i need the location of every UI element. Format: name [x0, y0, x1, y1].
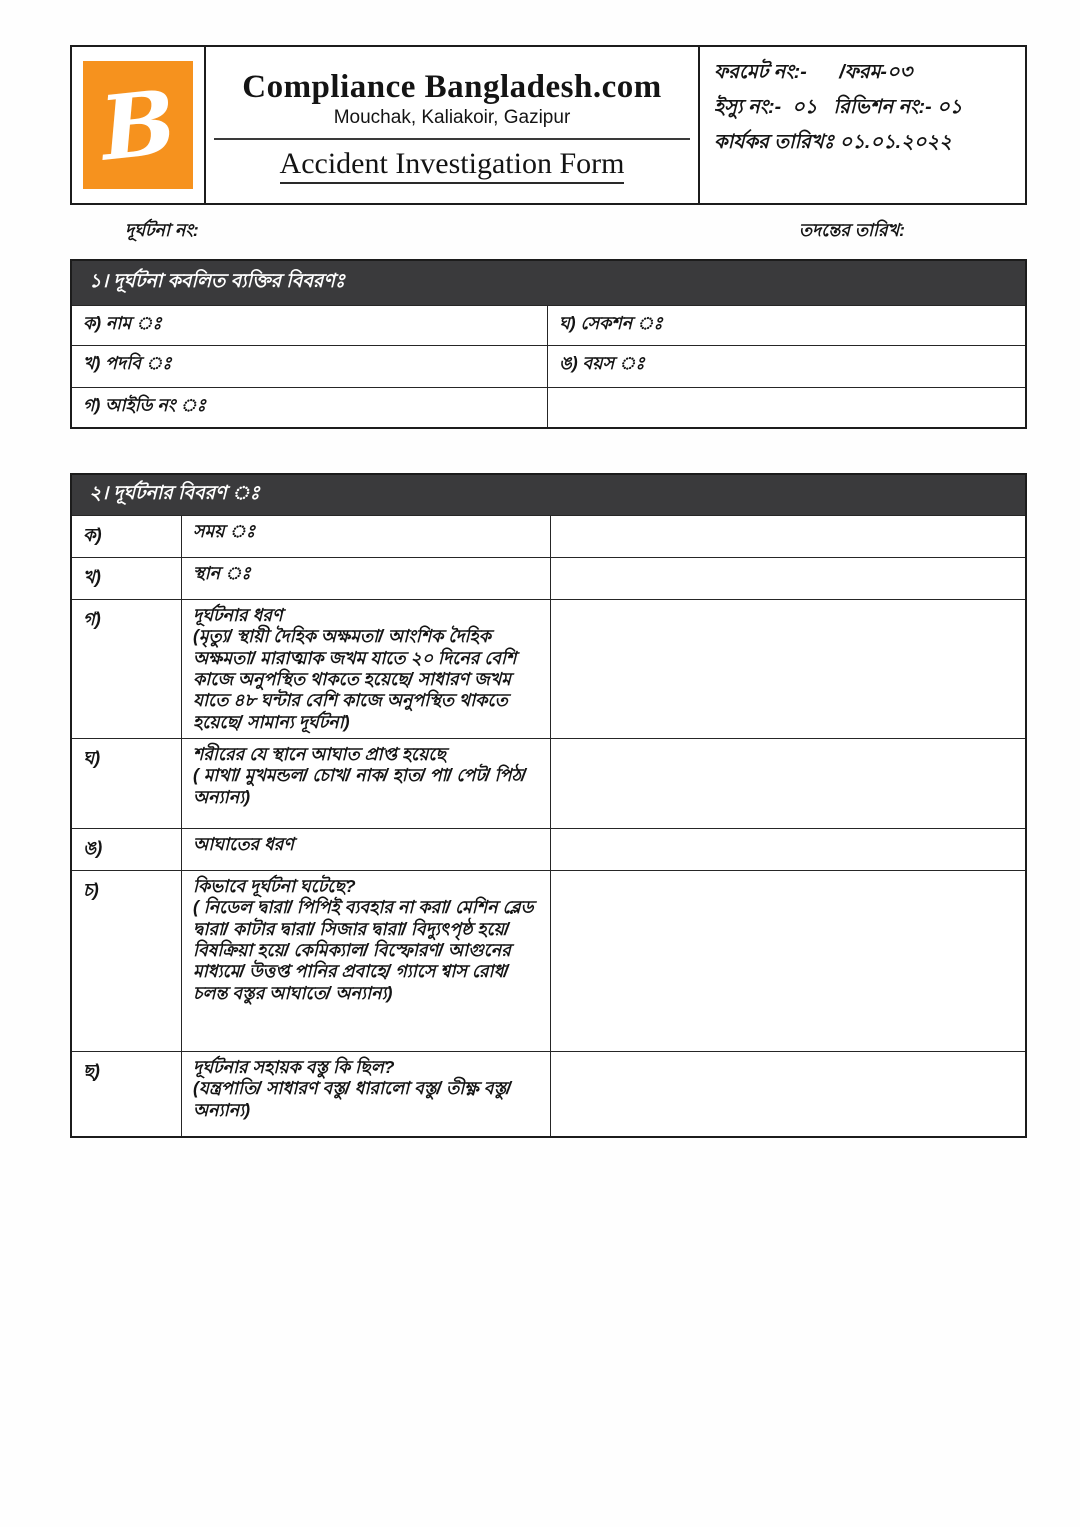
issue-revision-no: ইস্যু নং:- ০১ রিভিশন নং:- ০১ [714, 96, 963, 119]
field-accident-type [182, 600, 551, 738]
field-label: আঘাতের ধরণ [193, 834, 294, 855]
table-row [72, 387, 1025, 427]
table-row [72, 515, 1025, 557]
field-label: কিভাবে দূর্ঘটনা ঘটেছে? [193, 876, 356, 897]
section-1-victim-details [70, 259, 1027, 429]
form-header [70, 45, 1027, 205]
field-options: (মৃত্যু/ স্থায়ী দৈহিক অক্ষমতা/ আংশিক দৈহিক অক্ষমতা/ মারাত্মাক জখম যাতে ২০ দিনের বেশি কাজে অনুপস্থিত থাকতে হয়েছে/ সাধারণ জখম যাতে ৪৮ ঘন্টার বেশি কাজে অনুপস্থিত থাকতে হয়েছে/ সামান্য দূর্ঘটনা) [193, 626, 517, 732]
answer-cell [551, 829, 1025, 870]
company-logo [83, 61, 193, 189]
row-key: চ) [72, 871, 182, 1051]
table-row [72, 870, 1025, 1051]
field-section-label: ঘ) সেকশন ঃ [559, 313, 663, 333]
row-key: খ) [72, 558, 182, 599]
field-name-label: ক) নাম ঃ [72, 306, 548, 345]
answer-cell [551, 1052, 1025, 1136]
effective-date: কার্যকর তারিখঃ ০১.০১.২০২২ [714, 131, 952, 154]
field-designation-label: খ) পদবি ঃ [72, 346, 548, 387]
accident-no-label: দূর্ঘটনা নং: [125, 219, 199, 240]
row-key: ঘ) [72, 739, 182, 828]
answer-cell [551, 739, 1025, 828]
title-cell [206, 47, 700, 203]
field-options: ( নিডেল দ্বারা/ পিপিই ব্যবহার না করা/ মেশিন ব্লেড দ্বারা/ কাটার দ্বারা/ সিজার দ্বারা/ বিদ্যুৎপৃষ্ঠ হয়ে/ বিষক্রিয়া হয়ে/ কেমিক্যাল/ বিস্ফোরণ/ আগুনের মাধ্যমে/ উত্তপ্ত পানির প্রবাহে/ গ্যাসে শ্বাস রোধ/ চলন্ত বস্তুর আঘাতে/ অন্যান্য) [193, 897, 534, 1003]
field-label: শরীরের যে স্থানে আঘাত প্রাপ্ত হয়েছে [193, 744, 447, 765]
field-options: (যন্ত্রপাতি/ সাধারণ বস্তু/ ধারালো বস্তু/ তীক্ষ্ণ বস্তু/ অন্যান্য) [193, 1078, 511, 1120]
field-how-accident-happened [182, 871, 551, 1051]
document-meta-cell [700, 47, 1025, 203]
row-key: ঙ) [72, 829, 182, 870]
format-no: ফরমেট নং:- /ফরম-০৩ [714, 61, 913, 83]
field-label: দূর্ঘটনার সহায়ক বস্তু কি ছিল? [193, 1057, 395, 1078]
field-time-label [182, 516, 551, 557]
field-age-label: ঙ) বয়স ঃ [559, 353, 645, 373]
investigation-date-label: তদন্তের তারিখ: [798, 219, 905, 240]
table-row [72, 1051, 1025, 1136]
field-label: স্থান ঃ [193, 563, 251, 583]
row-key: ক) [72, 516, 182, 557]
table-row [72, 738, 1025, 828]
field-label: সময় ঃ [193, 521, 256, 541]
form-content [70, 45, 1027, 1138]
field-injury-type [182, 829, 551, 870]
table-row [72, 828, 1025, 870]
answer-cell [548, 388, 1025, 427]
answer-cell [551, 600, 1025, 738]
logo-cell [72, 47, 206, 203]
row-key: ছ) [72, 1052, 182, 1136]
row-key: গ) [72, 600, 182, 738]
table-row [72, 345, 1025, 387]
field-place-label [182, 558, 551, 599]
field-contributing-object [182, 1052, 551, 1136]
table-row [72, 305, 1025, 345]
answer-cell [551, 871, 1025, 1051]
title-divider [214, 138, 690, 140]
field-label: দূর্ঘটনার ধরণ [193, 605, 283, 625]
field-injured-body-part [182, 739, 551, 828]
form-title: Accident Investigation Form [280, 147, 625, 184]
company-name: Compliance Bangladesh.com [242, 68, 662, 105]
table-row [72, 557, 1025, 599]
section-2-accident-details [70, 473, 1027, 1138]
subheader-row [70, 205, 1027, 259]
section-2-title: ২। দূর্ঘটনার বিবরণ ঃ [72, 475, 1025, 515]
answer-cell [551, 516, 1025, 557]
logo-b-icon: B [95, 69, 181, 181]
section-1-title: ১। দূর্ঘটনা কবলিত ব্যক্তির বিবরণঃ [72, 261, 1025, 305]
field-options: ( মাথা/ মুখমন্ডল/ চোখ/ নাক/ হাত/ পা/ পেট/ পিঠ/ অন্যান্য) [193, 765, 526, 807]
field-id-no-label: গ) আইডি নং ঃ [72, 388, 548, 427]
answer-cell [551, 558, 1025, 599]
table-row [72, 599, 1025, 738]
company-address: Mouchak, Kaliakoir, Gazipur [333, 106, 571, 128]
